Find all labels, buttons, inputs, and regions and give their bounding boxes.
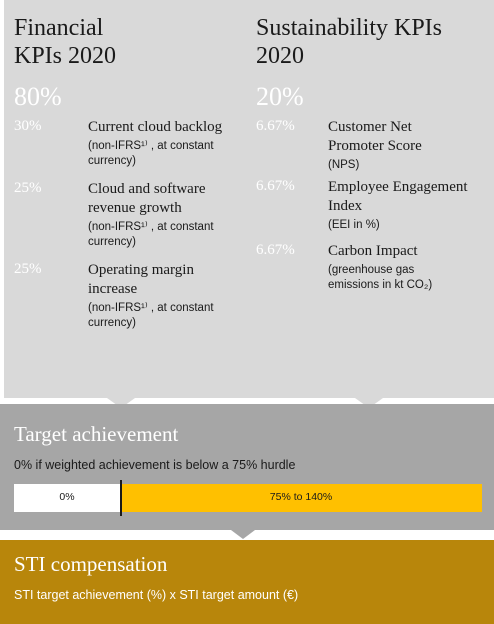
- kpi-weight: 25%: [14, 180, 42, 196]
- kpi-weight: 6.67%: [256, 178, 295, 194]
- kpi-note: (non-IFRS¹⁾ , at constant currency): [88, 221, 214, 248]
- kpi-weight: 6.67%: [256, 118, 295, 134]
- kpi-weight: 30%: [14, 118, 42, 134]
- sustainability-kpis-title: Sustainability KPIs 2020: [256, 15, 443, 69]
- kpi-name: Current cloud backlog: [88, 119, 223, 135]
- sti-compensation-panel: [0, 540, 494, 624]
- financial-total-weight: 80%: [14, 82, 62, 111]
- kpi-panel: [4, 0, 494, 398]
- payout-range-segment: [120, 484, 482, 512]
- below-hurdle-label: 0%: [59, 491, 75, 503]
- target-arrow: [231, 530, 255, 539]
- hurdle-description: 0% if weighted achievement is below a 75% hurdle: [14, 458, 296, 472]
- kpi-note: (EEI in %): [328, 219, 380, 231]
- kpi-name: Cloud and software revenue growth: [88, 181, 206, 216]
- achievement-range-bar: [14, 484, 482, 512]
- kpi-note: (non-IFRS¹⁾ , at constant currency): [88, 140, 214, 167]
- kpi-name: Carbon Impact: [328, 243, 418, 259]
- target-achievement-title: Target achievement: [14, 422, 179, 446]
- kpi-name: Employee Engagement Index: [328, 179, 468, 214]
- target-achievement-panel: [0, 404, 494, 530]
- kpi-note: (NPS): [328, 159, 360, 171]
- kpi-name: Customer Net Promoter Score: [328, 119, 422, 154]
- payout-range-label: 75% to 140%: [269, 491, 333, 503]
- sti-formula: STI target achievement (%) x STI target amount (€): [14, 588, 299, 602]
- kpi-note: (greenhouse gas emissions in kt CO₂): [328, 264, 433, 291]
- kpi-weight: 25%: [14, 261, 42, 277]
- kpi-name: Operating margin increase: [88, 262, 194, 297]
- sustainability-total-weight: 20%: [256, 82, 304, 111]
- below-hurdle-segment: [14, 484, 120, 512]
- hurdle-marker: [120, 480, 122, 516]
- kpi-note: (non-IFRS¹⁾ , at constant currency): [88, 302, 214, 329]
- kpi-weight: 6.67%: [256, 242, 295, 258]
- sti-compensation-title: STI compensation: [14, 552, 168, 576]
- financial-kpis-title: Financial KPIs 2020: [14, 15, 117, 69]
